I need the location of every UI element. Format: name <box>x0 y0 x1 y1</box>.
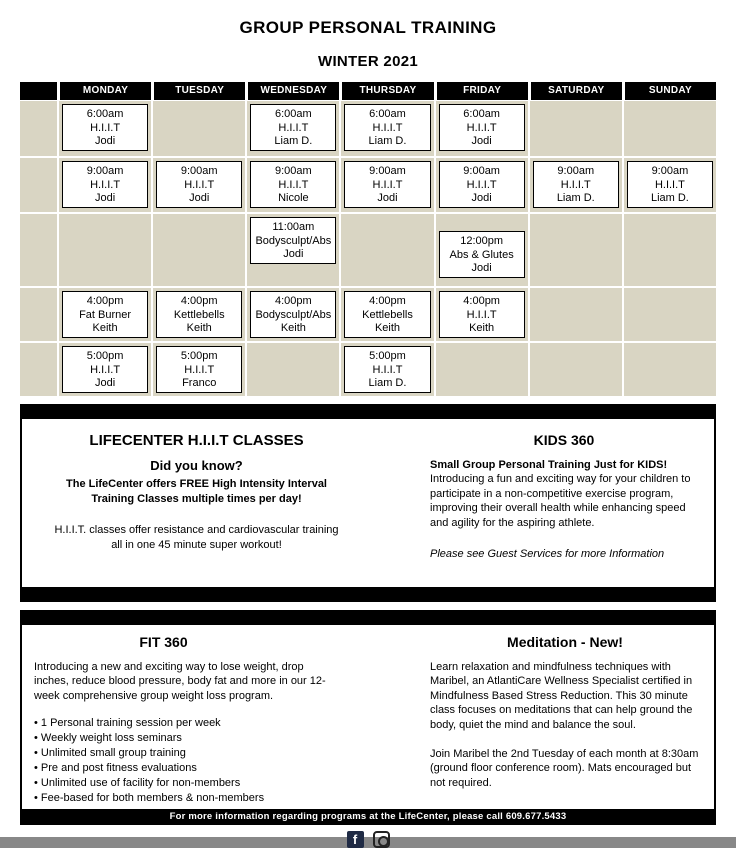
class-time: 4:00pm <box>463 295 500 307</box>
instagram-icon <box>373 831 390 848</box>
day-header-tuesday: TUESDAY <box>154 82 245 100</box>
day-header-sunday: SUNDAY <box>625 82 716 100</box>
schedule-day-cell <box>436 343 528 396</box>
class-name: Bodysculpt/Abs <box>255 234 332 247</box>
class-name: H.I.I.T <box>90 121 121 134</box>
day-header-thursday: THURSDAY <box>342 82 433 100</box>
class-card <box>62 104 148 151</box>
time-gutter-cell <box>20 343 57 396</box>
schedule-row <box>20 214 716 286</box>
hiit-subtitle: Did you know? <box>150 457 243 473</box>
schedule-day-cell <box>153 101 245 156</box>
page-subtitle: WINTER 2021 <box>318 53 418 70</box>
class-instructor: Nicole <box>278 192 309 204</box>
class-card <box>344 104 430 151</box>
class-name: H.I.I.T <box>90 178 121 191</box>
time-gutter-cell <box>20 158 57 212</box>
box1-bottom-bar <box>22 587 714 600</box>
class-card <box>62 346 148 393</box>
class-instructor: Liam D. <box>650 192 689 204</box>
schedule-day-cell <box>530 101 622 156</box>
box1-top-bar <box>22 406 714 419</box>
page-title: GROUP PERSONAL TRAINING <box>239 18 497 37</box>
class-card <box>250 161 336 208</box>
schedule-day-cell <box>59 101 151 156</box>
schedule-day-cell <box>530 343 622 396</box>
class-time: 4:00pm <box>275 295 312 307</box>
day-header-monday: MONDAY <box>60 82 151 100</box>
schedule-day-cell <box>153 158 245 212</box>
meditation-paragraph-1: Learn relaxation and mindfulness techniques with Maribel, an AtlantiCare Wellness Specialist certified in Mindfulness Based Stress Reduction. This 30 minute class focuses on meditations that can help ground the body, quiet the mind and balance the soul. <box>430 660 693 732</box>
class-instructor: Jodi <box>283 248 304 260</box>
schedule-row <box>20 101 716 156</box>
class-name: H.I.I.T <box>466 121 497 134</box>
class-instructor: Jodi <box>189 192 210 204</box>
class-instructor: Liam D. <box>368 135 407 147</box>
schedule-day-cell <box>153 214 245 286</box>
schedule-day-cell <box>59 343 151 396</box>
class-time: 9:00am <box>651 165 689 177</box>
class-time: 5:00pm <box>86 350 124 362</box>
class-name: H.I.I.T <box>654 178 685 191</box>
class-instructor: Keith <box>280 322 306 334</box>
kids-title: KIDS 360 <box>533 432 595 448</box>
class-name: H.I.I.T <box>466 308 497 321</box>
class-time: 9:00am <box>557 165 595 177</box>
class-instructor: Jodi <box>94 377 116 389</box>
class-name: H.I.I.T <box>372 178 403 191</box>
class-card <box>439 291 525 338</box>
kids-paragraph: Introducing a fun and exciting way for your children to participate in a non-competitive exercise program, improving their overall health while enhancing speed and agility for the aspiring athlete. <box>430 473 691 530</box>
time-gutter-cell <box>20 214 57 286</box>
class-card <box>344 346 430 393</box>
fit-meditation-box <box>20 610 716 825</box>
schedule-day-cell <box>530 288 622 341</box>
class-time: 5:00pm <box>369 350 406 362</box>
class-card <box>250 291 336 338</box>
class-instructor: Jodi <box>471 192 492 204</box>
schedule-row <box>20 158 716 212</box>
schedule-day-cell <box>624 343 716 396</box>
time-gutter-cell <box>20 101 57 156</box>
social-icons <box>0 831 736 848</box>
class-name: Kettlebells <box>173 308 225 321</box>
fit-title: FIT 360 <box>139 634 188 650</box>
class-name: Abs & Glutes <box>449 248 514 261</box>
schedule-day-cell <box>247 158 339 212</box>
class-card <box>533 161 619 208</box>
class-name: Bodysculpt/Abs <box>255 308 332 321</box>
schedule-header-row <box>20 82 716 100</box>
day-header-friday: FRIDAY <box>437 82 528 100</box>
kids-column <box>367 419 714 587</box>
class-card <box>156 161 242 208</box>
class-card <box>62 161 148 208</box>
schedule-day-cell <box>341 288 433 341</box>
class-card <box>156 346 242 393</box>
class-time: 6:00am <box>86 108 124 120</box>
schedule-body <box>20 101 716 396</box>
schedule-day-cell <box>153 343 245 396</box>
schedule-row <box>20 288 716 341</box>
schedule-day-cell <box>624 158 716 212</box>
class-time: 11:00am <box>272 221 315 233</box>
class-instructor: Jodi <box>94 192 116 204</box>
facebook-icon: f <box>347 831 364 848</box>
class-card <box>250 217 336 264</box>
class-name: H.I.I.T <box>560 178 591 191</box>
schedule-day-cell <box>247 214 339 286</box>
class-instructor: Jodi <box>377 192 398 204</box>
fit-bullet-item: • Unlimited small group training <box>34 746 333 761</box>
class-instructor: Jodi <box>94 135 116 147</box>
fit-bullet-item: • 1 Personal training session per week <box>34 716 333 731</box>
class-card <box>62 291 148 338</box>
fit-intro: Introducing a new and exciting way to lose weight, drop inches, reduce blood pressure, body fat and more in our 12-week comprehensive group weight loss program. <box>34 660 326 702</box>
class-instructor: Jodi <box>471 262 492 274</box>
meditation-paragraph-2: Join Maribel the 2nd Tuesday of each month at 8:30am (ground floor conference room). Mats encouraged but not required. <box>430 747 699 789</box>
day-header-saturday: SATURDAY <box>531 82 622 100</box>
schedule-day-cell <box>247 288 339 341</box>
footer-bar <box>22 809 714 823</box>
class-card <box>156 291 242 338</box>
class-name: H.I.I.T <box>184 178 215 191</box>
class-instructor: Keith <box>469 322 495 334</box>
box2-top-bar <box>22 612 714 625</box>
schedule-day-cell <box>436 101 528 156</box>
class-name: H.I.I.T <box>466 178 497 191</box>
meditation-column <box>367 625 714 809</box>
schedule-day-cell <box>341 214 433 286</box>
class-time: 4:00pm <box>369 295 406 307</box>
class-card <box>439 104 525 151</box>
hiit-paragraph-1: The LifeCenter offers FREE High Intensity Interval Training Classes multiple times per day! <box>66 478 327 505</box>
class-instructor: Franco <box>182 377 217 389</box>
header-corner-cell <box>20 82 57 100</box>
class-time: 9:00am <box>369 165 406 177</box>
class-time: 6:00am <box>275 108 312 120</box>
time-gutter-cell <box>20 288 57 341</box>
fit-bullet-item: • Unlimited use of facility for non-members <box>34 776 333 791</box>
class-instructor: Liam D. <box>274 135 313 147</box>
class-time: 6:00am <box>369 108 406 120</box>
hiit-column <box>22 419 367 587</box>
class-name: Fat Burner <box>79 308 132 321</box>
schedule-day-cell <box>624 214 716 286</box>
schedule-day-cell <box>247 343 339 396</box>
class-card <box>250 104 336 151</box>
hiit-kids-box <box>20 404 716 602</box>
kids-subtitle: Small Group Personal Training Just for KIDS! <box>430 458 668 471</box>
day-header-wednesday: WEDNESDAY <box>248 82 339 100</box>
class-name: Kettlebells <box>362 308 413 321</box>
fit-bullet-item: • Pre and post fitness evaluations <box>34 761 333 776</box>
class-name: H.I.I.T <box>278 121 309 134</box>
schedule-day-cell <box>530 214 622 286</box>
schedule-day-cell <box>341 101 433 156</box>
schedule-table <box>20 82 716 396</box>
class-time: 5:00pm <box>180 350 218 362</box>
fit-bullet-item: • Weekly weight loss seminars <box>34 731 333 746</box>
class-card <box>439 161 525 208</box>
class-time: 9:00am <box>275 165 312 177</box>
class-instructor: Jodi <box>471 135 492 147</box>
schedule-day-cell <box>341 158 433 212</box>
schedule-day-cell <box>436 214 528 286</box>
class-card <box>344 291 430 338</box>
footer-text: For more information regarding programs at the LifeCenter, please call 609.677.5433 <box>169 810 567 822</box>
hiit-title: LIFECENTER H.I.I.T CLASSES <box>89 432 304 449</box>
class-card <box>439 231 525 278</box>
hiit-paragraph-2: H.I.I.T. classes offer resistance and cardiovascular training all in one 45 minute super workout! <box>54 524 339 552</box>
schedule-day-cell <box>153 288 245 341</box>
schedule-day-cell <box>436 288 528 341</box>
schedule-row <box>20 343 716 396</box>
schedule-day-cell <box>247 101 339 156</box>
class-time: 12:00pm <box>460 235 504 247</box>
meditation-title: Meditation - New! <box>507 634 623 650</box>
class-name: H.I.I.T <box>90 363 121 376</box>
fit-bullet-item: • Fee-based for both members & non-members <box>34 791 333 806</box>
schedule-day-cell <box>530 158 622 212</box>
fit-bullet-list <box>34 716 333 806</box>
class-instructor: Liam D. <box>556 192 595 204</box>
class-name: H.I.I.T <box>372 121 403 134</box>
kids-note: Please see Guest Services for more Information <box>430 547 665 560</box>
schedule-day-cell <box>436 158 528 212</box>
schedule-day-cell <box>341 343 433 396</box>
class-time: 9:00am <box>180 165 218 177</box>
class-instructor: Keith <box>186 322 212 334</box>
class-time: 9:00am <box>463 165 500 177</box>
schedule-day-cell <box>624 288 716 341</box>
class-time: 9:00am <box>86 165 124 177</box>
schedule-day-cell <box>59 288 151 341</box>
class-time: 6:00am <box>463 108 500 120</box>
class-name: H.I.I.T <box>278 178 309 191</box>
fit-column <box>22 625 367 809</box>
schedule-day-cell <box>59 214 151 286</box>
class-instructor: Keith <box>374 322 401 334</box>
class-time: 4:00pm <box>180 295 218 307</box>
class-name: H.I.I.T <box>372 363 403 376</box>
class-card <box>627 161 713 208</box>
class-name: H.I.I.T <box>184 363 215 376</box>
class-time: 4:00pm <box>86 295 124 307</box>
class-card <box>344 161 430 208</box>
class-instructor: Liam D. <box>368 377 407 389</box>
schedule-day-cell <box>624 101 716 156</box>
schedule-day-cell <box>59 158 151 212</box>
class-instructor: Keith <box>92 322 118 334</box>
